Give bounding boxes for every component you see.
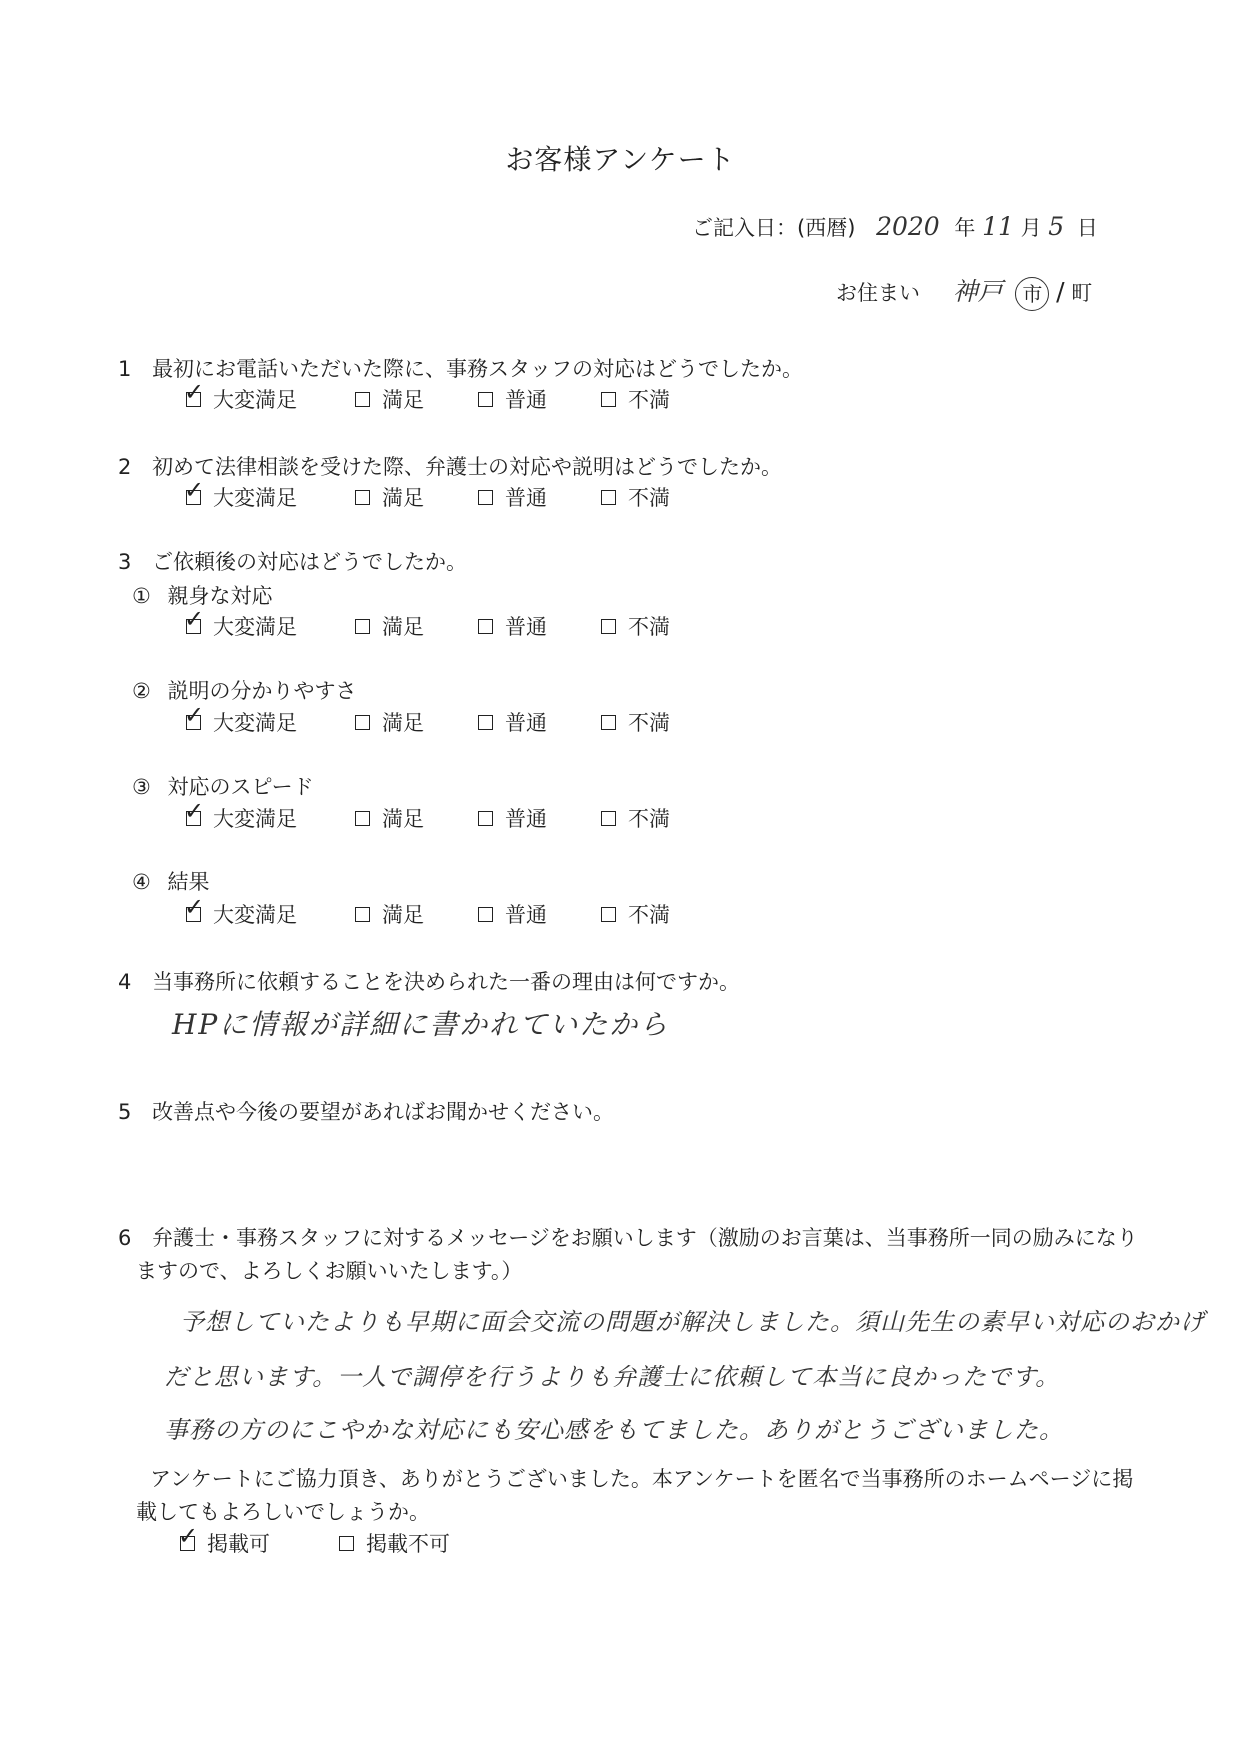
checkbox-icon[interactable]	[478, 715, 493, 730]
q3-sub1-option-neutral[interactable]	[478, 611, 571, 641]
option-label: 普通	[505, 711, 547, 735]
q6-label	[118, 1222, 1138, 1252]
q1-text: 最初にお電話いただいた際に、事務スタッフの対応はどうでしたか。	[152, 357, 804, 381]
q3-sub2-option-dissatisfied[interactable]	[601, 707, 694, 737]
q5-number: 5	[118, 1100, 132, 1124]
checkmark-icon: ✓	[178, 1521, 199, 1550]
option-label: 満足	[382, 486, 424, 510]
checkbox-icon[interactable]	[478, 907, 493, 922]
q6-text-line2: ますので、よろしくお願いいたします。）	[136, 1259, 523, 1283]
option-label: 普通	[505, 903, 547, 927]
checkbox-icon[interactable]	[355, 811, 370, 826]
date-month: 11	[982, 212, 1014, 241]
checkbox-icon[interactable]	[355, 619, 370, 634]
q3-sub3-text: 対応のスピード	[167, 775, 314, 799]
q1-option-neutral[interactable]	[478, 384, 571, 414]
q3-sub3-marker: ③	[132, 775, 151, 799]
q3-sub2-marker: ②	[132, 679, 151, 703]
q3-sub2-options	[184, 700, 694, 737]
address-city-suffix-circled: 市	[1015, 277, 1049, 311]
option-label: 掲載可	[207, 1532, 270, 1556]
consent-option-publish-ok[interactable]	[178, 1521, 297, 1558]
consent-option-publish-not-ok[interactable]	[339, 1528, 476, 1558]
q1-number: 1	[118, 357, 132, 381]
q4-answer: HPに情報が詳細に書かれていたから	[172, 1008, 670, 1041]
checkbox-icon[interactable]	[601, 392, 616, 407]
checkmark-icon: ✓	[184, 892, 205, 921]
option-label: 不満	[628, 615, 670, 639]
checkbox-icon[interactable]	[184, 796, 205, 826]
checkbox-icon[interactable]	[178, 1521, 199, 1551]
q1-label	[118, 353, 803, 383]
date-year-unit: 年	[954, 216, 976, 240]
option-label: 不満	[628, 388, 670, 412]
q4-label	[118, 966, 740, 996]
option-label: 満足	[382, 711, 424, 735]
option-label: 不満	[628, 711, 670, 735]
checkbox-icon[interactable]	[601, 490, 616, 505]
checkbox-icon[interactable]	[478, 811, 493, 826]
q2-options	[184, 475, 694, 512]
option-label: 不満	[628, 903, 670, 927]
checkmark-icon: ✓	[184, 377, 205, 406]
option-label: 大変満足	[213, 903, 297, 927]
option-label: 満足	[382, 903, 424, 927]
checkbox-icon[interactable]	[355, 907, 370, 922]
q3-sub2-option-satisfied[interactable]	[355, 707, 448, 737]
checkbox-icon[interactable]	[355, 392, 370, 407]
checkbox-icon[interactable]	[184, 892, 205, 922]
q3-sub2-label	[132, 675, 357, 705]
q3-label	[118, 546, 467, 576]
option-label: 満足	[382, 615, 424, 639]
q6-answer-line2: だと思います。一人で調停を行うよりも弁護士に依頼して本当に良かったです。	[164, 1363, 1061, 1391]
checkmark-icon: ✓	[184, 796, 205, 825]
q3-sub1-option-satisfied[interactable]	[355, 611, 448, 641]
date-label: ご記入日：(西暦)	[692, 216, 856, 240]
option-label: 大変満足	[213, 807, 297, 831]
q3-sub1-options	[184, 604, 694, 641]
q3-sub3-options	[184, 796, 694, 833]
q5-text: 改善点や今後の要望があればお聞かせください。	[152, 1100, 615, 1124]
q3-sub2-text: 説明の分かりやすさ	[167, 679, 357, 703]
option-label: 普通	[505, 807, 547, 831]
checkbox-icon[interactable]	[478, 619, 493, 634]
q1-option-very-satisfied[interactable]	[184, 377, 325, 414]
option-label: 不満	[628, 486, 670, 510]
q4-number: 4	[118, 970, 132, 994]
checkbox-icon[interactable]	[184, 377, 205, 407]
address-line	[836, 272, 1092, 311]
checkbox-icon[interactable]	[184, 604, 205, 634]
q6-answer-line3: 事務の方のにこやかな対応にも安心感をもてました。ありがとうございました。	[164, 1416, 1064, 1444]
consent-options	[178, 1521, 476, 1558]
option-label: 大変満足	[213, 388, 297, 412]
q4-text: 当事務所に依頼することを決められた一番の理由は何ですか。	[152, 970, 741, 994]
checkbox-icon[interactable]	[184, 700, 205, 730]
q3-sub1-option-very-satisfied[interactable]	[184, 604, 325, 641]
checkbox-icon[interactable]	[601, 715, 616, 730]
q3-sub3-label	[132, 771, 314, 801]
q2-option-neutral[interactable]	[478, 482, 571, 512]
date-day: 5	[1048, 212, 1065, 241]
q3-sub3-option-satisfied[interactable]	[355, 803, 448, 833]
q3-sub4-label	[132, 866, 210, 896]
q2-option-dissatisfied[interactable]	[601, 482, 694, 512]
date-line	[692, 212, 1098, 242]
q3-sub1-option-dissatisfied[interactable]	[601, 611, 694, 641]
q3-text: ご依頼後の対応はどうでしたか。	[152, 550, 468, 574]
option-label: 普通	[505, 615, 547, 639]
consent-line1: アンケートにご協力頂き、ありがとうございました。本アンケートを匿名で当事務所のホームページに掲	[150, 1467, 1134, 1491]
q2-label	[118, 451, 782, 481]
option-label: 満足	[382, 807, 424, 831]
checkbox-icon[interactable]	[184, 475, 205, 505]
option-label: 大変満足	[213, 486, 297, 510]
q1-option-dissatisfied[interactable]	[601, 384, 694, 414]
q3-sub4-option-very-satisfied[interactable]	[184, 892, 325, 929]
checkmark-icon: ✓	[184, 475, 205, 504]
q6-answer-line1: 予想していたよりも早期に面会交流の問題が解決しました。須山先生の素早い対応のおかげ	[180, 1308, 1205, 1336]
checkbox-icon[interactable]	[355, 490, 370, 505]
consent-line2: 載してもよろしいでしょうか。	[136, 1500, 430, 1524]
date-day-unit: 日	[1076, 216, 1098, 240]
q1-options	[184, 377, 694, 414]
address-city: 神戸	[952, 277, 1003, 306]
checkbox-icon[interactable]	[601, 907, 616, 922]
checkbox-icon[interactable]	[601, 811, 616, 826]
option-label: 掲載不可	[366, 1532, 450, 1556]
q3-sub4-option-neutral[interactable]	[478, 899, 571, 929]
option-label: 大変満足	[213, 615, 297, 639]
q3-sub2-option-very-satisfied[interactable]	[184, 700, 325, 737]
q3-number: 3	[118, 550, 132, 574]
page-title: お客様アンケート	[505, 143, 736, 176]
checkbox-icon[interactable]	[355, 715, 370, 730]
option-label: 不満	[628, 807, 670, 831]
q6-number: 6	[118, 1226, 132, 1250]
q3-sub3-option-neutral[interactable]	[478, 803, 571, 833]
address-town-suffix: 町	[1071, 281, 1093, 305]
q2-option-satisfied[interactable]	[355, 482, 448, 512]
option-label: 普通	[505, 486, 547, 510]
q2-number: 2	[118, 455, 132, 479]
checkmark-icon: ✓	[184, 604, 205, 633]
q3-sub3-option-very-satisfied[interactable]	[184, 796, 325, 833]
address-separator: /	[1056, 277, 1065, 306]
q3-sub4-text: 結果	[167, 870, 210, 894]
q3-sub1-text: 親身な対応	[167, 584, 273, 608]
q3-sub3-option-dissatisfied[interactable]	[601, 803, 694, 833]
checkbox-icon[interactable]	[478, 392, 493, 407]
q3-sub2-option-neutral[interactable]	[478, 707, 571, 737]
q3-sub4-marker: ④	[132, 870, 151, 894]
date-month-unit: 月	[1020, 216, 1042, 240]
checkmark-icon: ✓	[184, 700, 205, 729]
q5-label	[118, 1096, 614, 1126]
q2-text: 初めて法律相談を受けた際、弁護士の対応や説明はどうでしたか。	[152, 455, 783, 479]
date-year: 2020	[876, 212, 940, 241]
q6-text-line1: 弁護士・事務スタッフに対するメッセージをお願いします（激励のお言葉は、当事務所一同の励みになり	[152, 1226, 1138, 1250]
q2-option-very-satisfied[interactable]	[184, 475, 325, 512]
option-label: 満足	[382, 388, 424, 412]
option-label: 大変満足	[213, 711, 297, 735]
q3-sub4-option-satisfied[interactable]	[355, 899, 448, 929]
q1-option-satisfied[interactable]	[355, 384, 448, 414]
checkbox-icon[interactable]	[339, 1536, 354, 1551]
q3-sub1-marker: ①	[132, 584, 151, 608]
option-label: 普通	[505, 388, 547, 412]
q3-sub4-options	[184, 892, 694, 929]
checkbox-icon[interactable]	[478, 490, 493, 505]
address-label: お住まい	[836, 281, 920, 305]
q3-sub4-option-dissatisfied[interactable]	[601, 899, 694, 929]
checkbox-icon[interactable]	[601, 619, 616, 634]
